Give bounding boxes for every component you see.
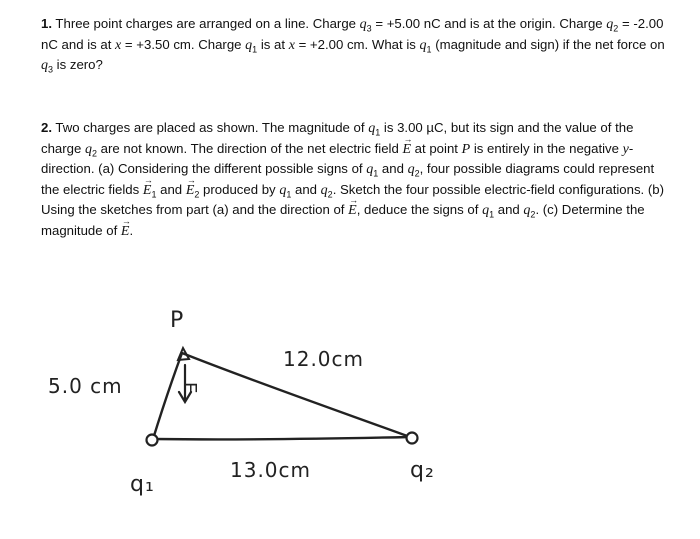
side-bottom: [153, 437, 410, 439]
charge-q1-dot: [147, 435, 158, 446]
label-q2: q₂: [410, 458, 435, 483]
triangle-sketch: [0, 280, 700, 539]
label-side-left: 5.0 cm: [48, 374, 123, 398]
problem-2: 2. Two charges are placed as shown. The magnitude of $q_1$ is 3.00 µC, but its sign and the value of the charge $q_2$ are not known. The direction of the net electric field → E at point P is entirely in the negative y-direction. (a) Considering the different possible signs of $q_1$ and $q_2$, four possible diagrams could represent the electric fields → $E_1$ and → $E_2$ produced by $q_1$ and $q_2$. Sketch the four possible electric-field configurations. (b) Using the sketches from part (a) and the direction of → E, deduce the signs of $q_1$ and $q_2$. (c) Determine the magnitude of → E.: [41, 118, 671, 242]
charge-q2-dot: [407, 433, 418, 444]
label-side-bottom: 13.0cm: [230, 458, 312, 482]
label-q1: q₁: [130, 472, 155, 497]
charge-diagram: [0, 280, 700, 539]
side-left: [153, 353, 182, 439]
problem-1: 1. Three point charges are arranged on a line. Charge $q_3 = +5.00$ nC and is at the origin. Charge $q_2 = -2.00$ nC and is at x = +3.50 cm. Charge $q_1$ is at x = +2.00 cm. What is $q_1$ (magnitude and sign) if the net force on $q_3$ is zero?: [41, 16, 665, 75]
problem-number: 2.: [41, 120, 52, 135]
label-point-p: P: [170, 308, 185, 333]
problem-number: 1.: [41, 16, 52, 31]
label-field-e: E: [179, 382, 200, 395]
label-side-top: 12.0cm: [283, 347, 365, 371]
